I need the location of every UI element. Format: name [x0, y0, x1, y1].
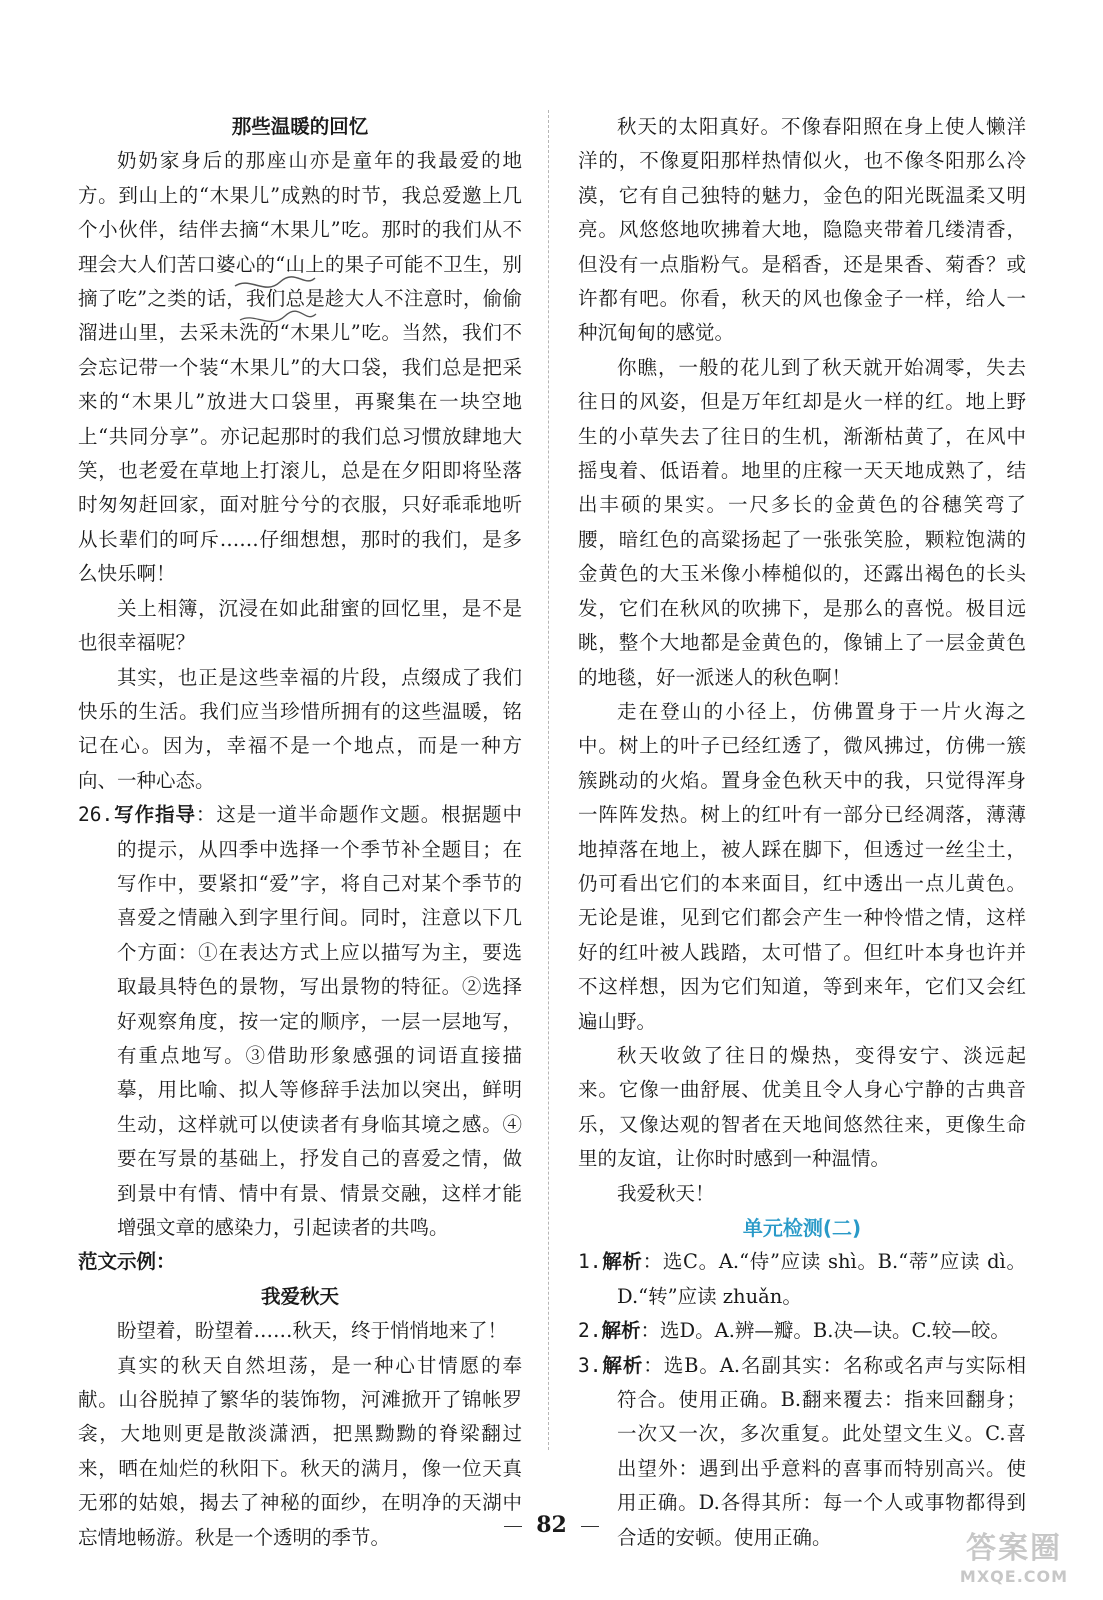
question-26-label: 写作指导: [113, 803, 196, 827]
essay2-paragraph-6: 秋天收敛了往日的燥热，变得安宁、淡远起来。它像一曲舒展、优美且令人身心宁静的古典音乐，又像达观的智者在天地间悠然往来，更像生命里的友谊，让你时时感到一种温情。: [578, 1043, 1026, 1171]
answer-number: 2.: [578, 1319, 602, 1343]
question-26: [78, 798, 522, 1245]
answer-number: 1.: [578, 1250, 602, 1274]
answer-label: 解析: [601, 1319, 641, 1343]
answer-item: [578, 1314, 1026, 1348]
essay1-paragraph-1: 奶奶家身后的那座山亦是童年的我最爱的地方。到山上的“木果儿”成熟的时节，我总爱邀上几个小伙伴，结伴去摘“木果儿”吃。那时的我们从不理会大人们苦口婆心的“山上的果子可能不卫生，别摘了吃”之类的话，我们总是趁大人不注意时，偷偷溜进山里，去采未洗的“木果儿”吃。当然，我们不会忘记带一个装“木果儿”的大口袋，我们总是把采来的“木果儿”放进大口袋里，再聚集在一块空地上“共同分享”。亦记起那时的我们总习惯放肆地大笑，也老爱在草地上打滚儿，总是在夕阳即将坠落时匆匆赶回家，面对脏兮兮的衣服，只好乖乖地听从长辈们的呵斥……仔细想想，那时的我们，是多么快乐啊！: [78, 149, 522, 586]
answer-label: 解析: [601, 1353, 644, 1377]
answer-number: 3.: [578, 1353, 602, 1377]
watermark-logo: 答案圈: [966, 1531, 1062, 1566]
question-26-text: ：这是一道半命题作文题。根据题中的提示，从四季中选择一个季节补全题目；在写作中，要紧扣“爱”字，将自己对某个季节的喜爱之情融入到字里行间。同时，注意以下几个方面：①在表达方式上应以描写为主，要选取最具特色的景物，写出景物的特征。②选择好观察角度，按一定的顺序，一层一层地写，有重点地写。③借助形象感强的词语直接描摹，用比喻、拟人等修辞手法加以突出，鲜明生动，这样就可以使读者有身临其境之感。④要在写景的基础上，抒发自己的喜爱之情，做到景中有情、情中有景、情景交融，这样才能增强文章的感染力，引起读者的共鸣。: [117, 803, 522, 1239]
essay2-paragraph-5: 走在登山的小径上，仿佛置身于一片火海之中。树上的叶子已经红透了，微风拂过，仿佛一簇簇跳动的火焰。置身金色秋天中的我，只觉得浑身一阵阵发热。树上的红叶有一部分已经凋落，薄薄地掉落在地上，被人踩在脚下，但透过一丝尘土，仍可看出它们的本来面目，红中透出一点儿黄色。无论是谁，见到它们都会产生一种怜惜之情，这样好的红叶被人践踏，太可惜了。但红叶本身也许并不这样想，因为它们知道，等到来年，它们又会红遍山野。: [578, 699, 1026, 1033]
essay2-paragraph-2: 真实的秋天自然坦荡，是一种心甘情愿的奉献。山谷脱掉了繁华的装饰物，河滩掀开了锦帐罗衾，大地则更是散淡潇洒，把黑黝黝的脊梁翻过来，晒在灿烂的秋阳下。秋天的满月，像一位天真无邪的姑娘，揭去了神秘的面纱，在明净的天湖中忘情地畅游。秋是一个透明的季节。: [78, 1353, 522, 1549]
watermark: [939, 1523, 1089, 1586]
essay1-paragraph-3: 其实，也正是这些幸福的片段，点缀成了我们快乐的生活。我们应当珍惜所拥有的这些温暖，铭记在心。因为，幸福不是一个地点，而是一种方向、一种心态。: [78, 665, 522, 792]
page-number-dash: [581, 1526, 599, 1527]
page-number: [0, 1512, 1103, 1538]
essay2-paragraph-7: 我爱秋天！: [617, 1181, 715, 1205]
sample-label: 范文示例：: [78, 1250, 176, 1274]
answer-text: ：选C。A.“侍”应读 shì。B.“蒂”应读 dì。D.“转”应读 zhuǎn。: [617, 1250, 1026, 1308]
unit-test-title: 单元检测(二): [742, 1216, 862, 1240]
answer-text: ：选D。A.辨—瓣。B.决—诀。C.较—皎。: [640, 1319, 1010, 1343]
answer-label: 解析: [601, 1250, 643, 1274]
essay2-paragraph-3: 秋天的太阳真好。不像春阳照在身上使人懒洋洋的，不像夏阳那样热情似火，也不像冬阳那么冷漠，它有自己独特的魅力，金色的阳光既温柔又明亮。风悠悠地吹拂着大地，隐隐夹带着几缕清香，但没有一点脂粉气。是稻香，还是果香、菊香？或许都有吧。你看，秋天的风也像金子一样，给人一种沉甸甸的感觉。: [578, 115, 1026, 345]
right-column: [578, 110, 1026, 1555]
page-number-value: 82: [536, 1512, 567, 1538]
essay-title-2: 我爱秋天: [260, 1284, 339, 1308]
question-26-number: 26.: [78, 803, 114, 827]
handwriting-scribble: [230, 268, 320, 338]
essay2-paragraph-1: 盼望着，盼望着……秋天，终于悄悄地来了！: [117, 1319, 508, 1343]
essay2-paragraph-4: 你瞧，一般的花儿到了秋天就开始凋零，失去往日的风姿，但是万年红却是火一样的红。地上野生的小草失去了往日的生机，渐渐枯黄了，在风中摇曳着、低语着。地里的庄稼一天天地成熟了，结出丰硕的果实。一尺多长的金黄色的谷穗笑弯了腰，暗红色的高粱扬起了一张张笑脸，颗粒饱满的金黄色的大玉米像小棒槌似的，还露出褐色的长头发，它们在秋风的吹拂下，是那么的喜悦。极目远眺，整个大地都是金黄色的，像铺上了一层金黄色的地毯，好一派迷人的秋色啊！: [578, 355, 1026, 689]
answer-item: [578, 1245, 1026, 1314]
essay-title-1: 那些温暖的回忆: [231, 115, 369, 138]
watermark-url: MXQE.COM: [959, 1567, 1069, 1586]
page-number-dash: [504, 1526, 522, 1527]
column-divider: [548, 110, 549, 1450]
essay1-paragraph-2: 关上相簿，沉浸在如此甜蜜的回忆里，是不是也很幸福呢？: [78, 596, 522, 655]
answer-text: ：选B。A.名副其实：名称或名声与实际相符合。使用正确。B.翻来覆去：指来回翻身；一次又一次，多次重复。此处望文生义。C.喜出望外：遇到出乎意料的喜事而特别高兴。使用正确。D.各得其所：每一个人或事物都得到合适的安顿。使用正确。: [617, 1353, 1026, 1549]
